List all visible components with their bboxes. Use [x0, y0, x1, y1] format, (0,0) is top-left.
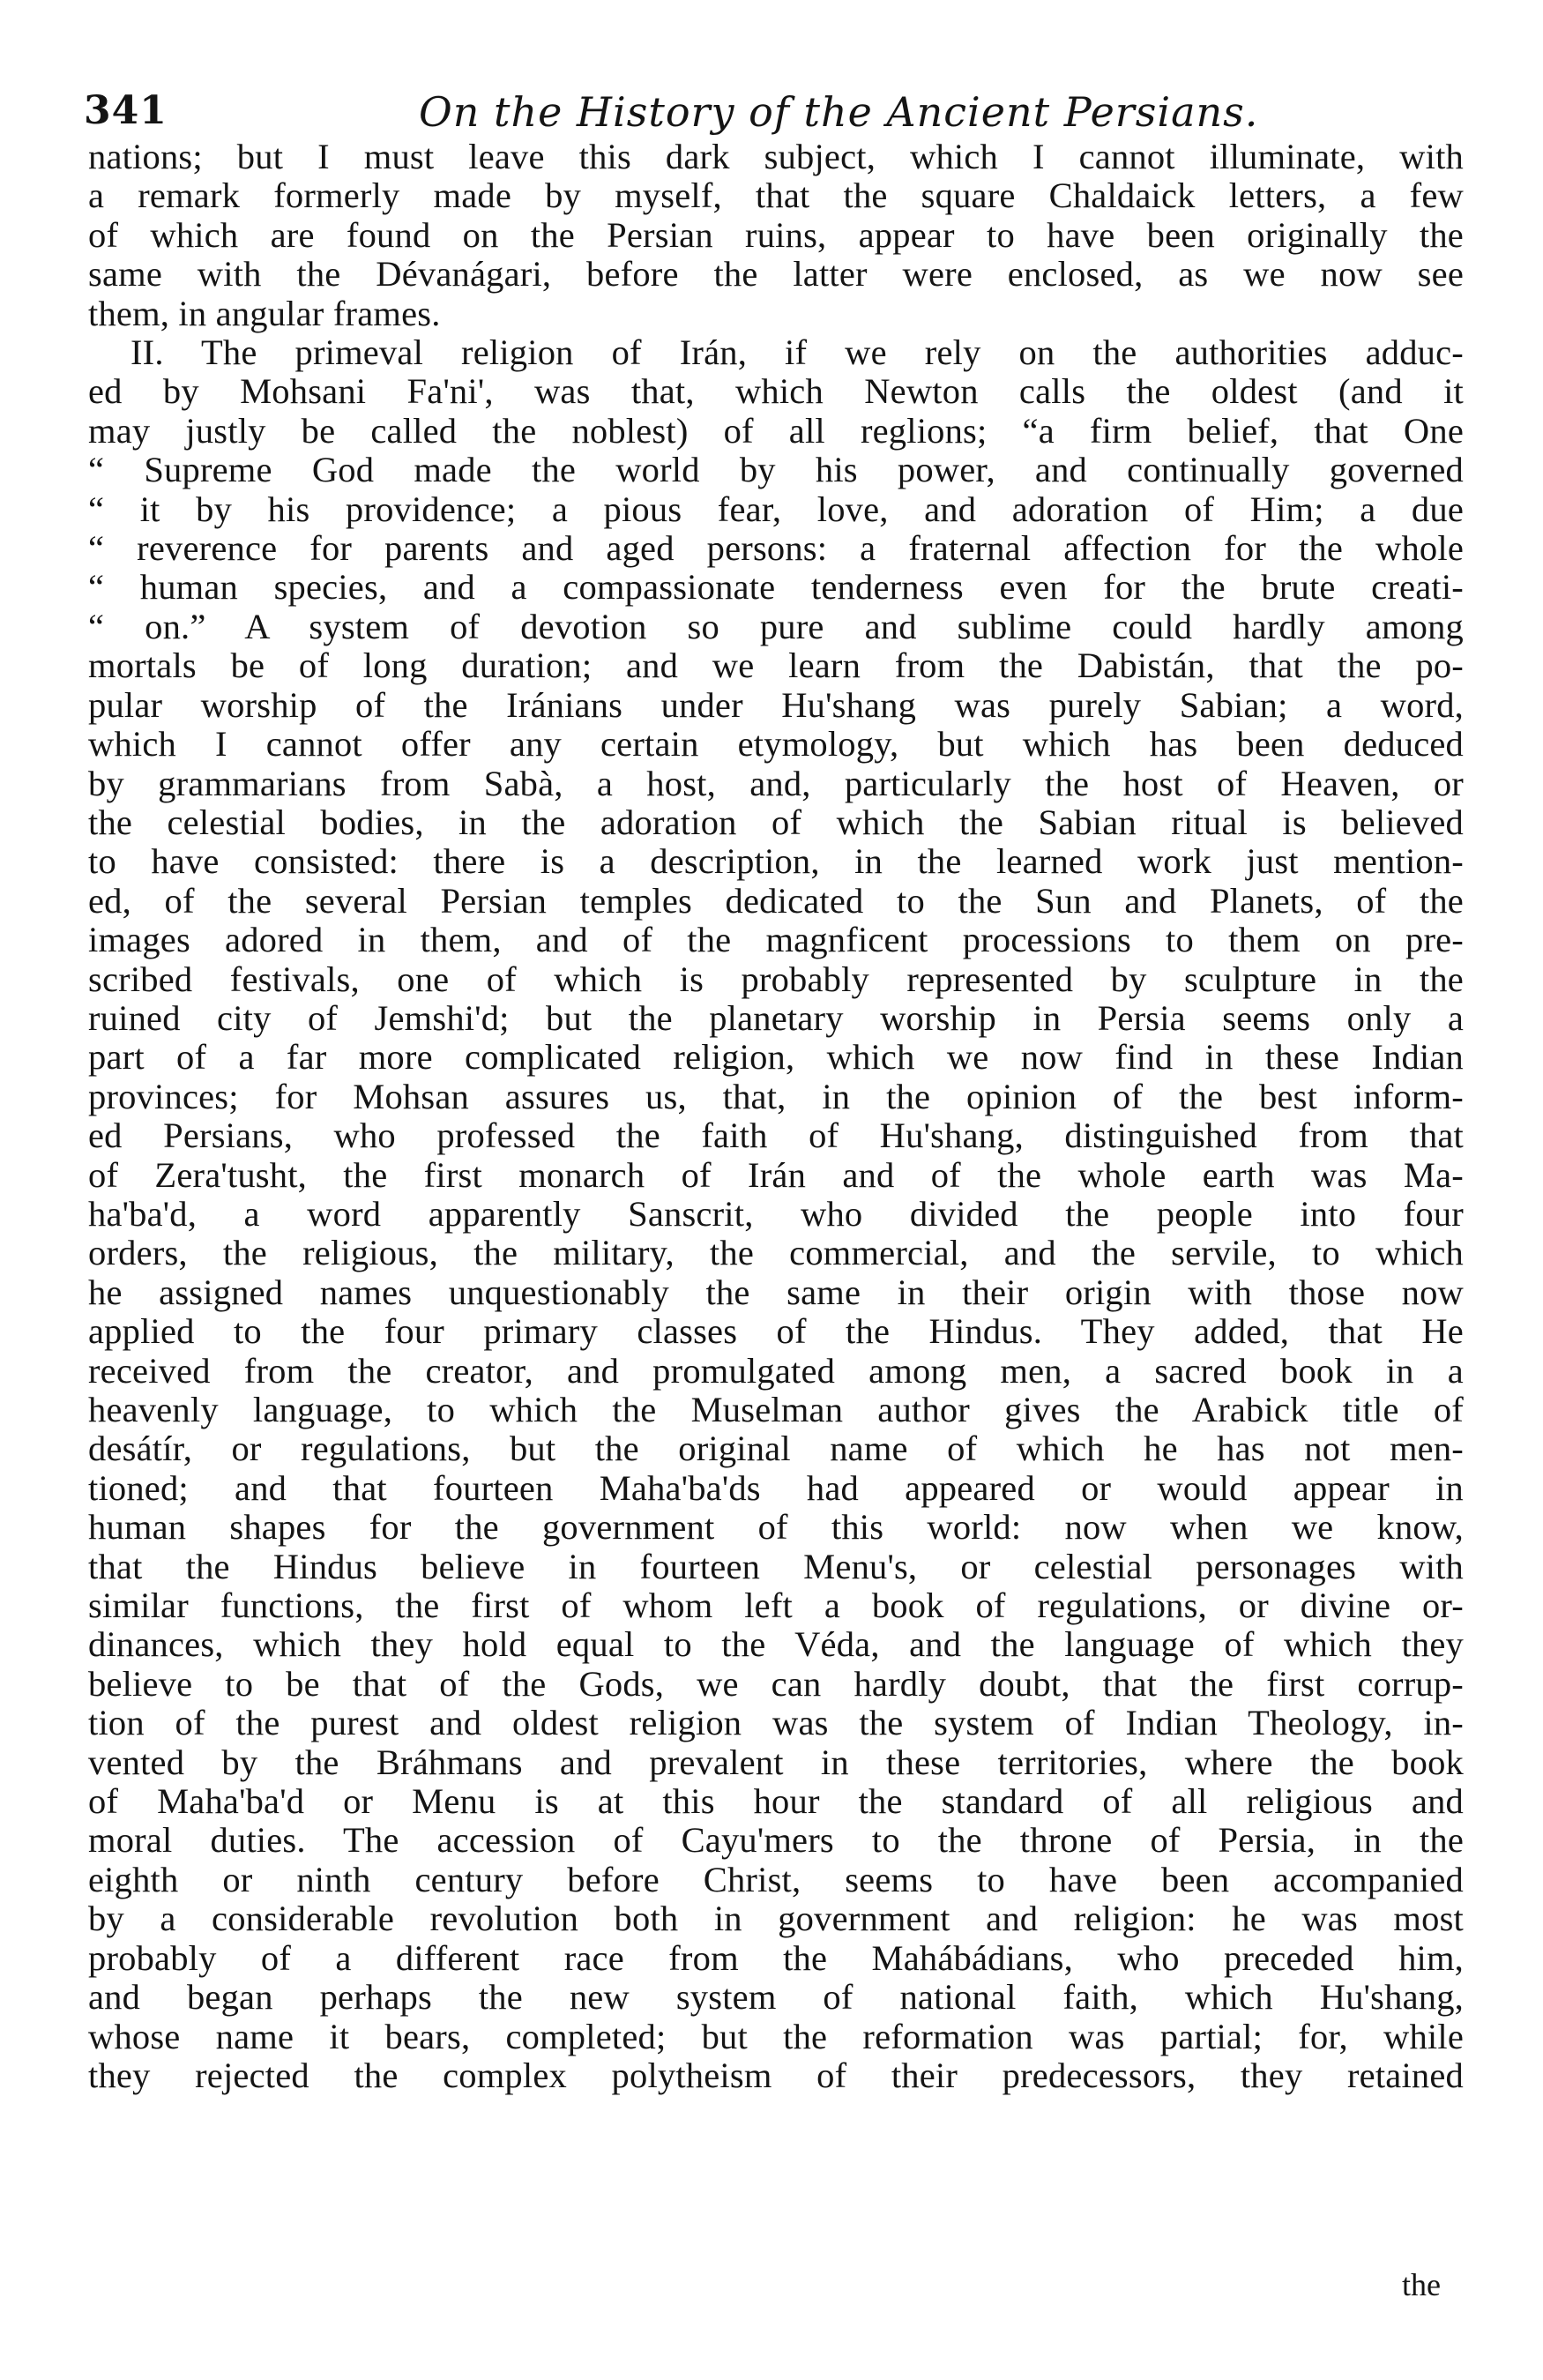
text-line: by a considerable revolution both in government and religion: he was most — [88, 1899, 1464, 1939]
text-line: dinances, which they hold equal to the Véda, and the language of which they — [88, 1625, 1464, 1665]
text-line: he assigned names unquestionably the same in their origin with those now — [88, 1272, 1464, 1312]
text-line: probably of a different race from the Mahábádians, who preceded him, — [88, 1938, 1464, 1978]
text-line: tioned; and that fourteen Maha'ba'ds had appeared or would appear in — [88, 1468, 1464, 1508]
text-line: “ on.” A system of devotion so pure and sublime could hardly among — [88, 607, 1464, 646]
text-line: images adored in them, and of the magnficent processions to them on pre- — [88, 921, 1464, 960]
text-line: ruined city of Jemshi'd; but the planetary worship in Persia seems only a — [88, 998, 1464, 1038]
text-line: the celestial bodies, in the adoration of which the Sabian ritual is believed — [88, 802, 1464, 842]
text-line: them, in angular frames. — [88, 294, 441, 333]
text-line: II. The primeval religion of Irán, if we rely on the authorities adduc- — [130, 333, 1464, 373]
text-line: heavenly language, to which the Muselman author gives the Arabick title of — [88, 1391, 1464, 1429]
text-line: ed, of the several Persian temples dedicated to the Sun and Planets, of the — [88, 881, 1464, 921]
text-line: whose name it bears, completed; but the reformation was partial; for, while — [88, 2017, 1464, 2056]
text-line: a remark formerly made by myself, that the square Chaldaick letters, a few — [88, 176, 1464, 216]
text-line: scribed festivals, one of which is probably represented by sculpture in the — [88, 959, 1464, 999]
text-line: to have consisted: there is a description, in the learned work just mention- — [88, 842, 1464, 882]
text-line: ed Persians, who professed the faith of Hu'shang, distinguished from that — [88, 1116, 1464, 1156]
text-line: human shapes for the government of this world: now when we know, — [88, 1508, 1464, 1548]
text-line: eighth or ninth century before Christ, seems to have been accompanied — [88, 1860, 1464, 1899]
text-line: same with the Dévanágari, before the latter were enclosed, as we now see — [88, 255, 1464, 295]
body-text — [88, 138, 1464, 2095]
text-line: “ human species, and a compassionate tenderness even for the brute creati- — [88, 568, 1464, 608]
text-line: desátír, or regulations, but the original name of which he has not men- — [88, 1429, 1464, 1469]
text-line: pular worship of the Iránians under Hu'shang was purely Sabian; a word, — [88, 685, 1464, 725]
text-line: of Maha'ba'd or Menu is at this hour the standard of all religious and — [88, 1782, 1464, 1822]
text-line: which I cannot offer any certain etymology, but which has been deduced — [88, 725, 1464, 765]
text-line: may justly be called the noblest) of all reglions; “a firm belief, that One — [88, 411, 1464, 451]
text-line: that the Hindus believe in fourteen Menu's, or celestial personages with — [88, 1547, 1464, 1586]
text-line: of Zera'tusht, the first monarch of Irán and of the whole earth was Ma- — [88, 1155, 1464, 1195]
text-line: tion of the purest and oldest religion was the system of Indian Theology, in- — [88, 1704, 1464, 1743]
text-line: orders, the religious, the military, the commercial, and the servile, to which — [88, 1234, 1464, 1273]
page-number: 341 — [84, 88, 168, 133]
text-line: believe to be that of the Gods, we can hardly doubt, that the first corrup- — [88, 1664, 1464, 1704]
text-line: “ reverence for parents and aged persons: a fraternal affection for the whole — [88, 529, 1464, 569]
text-line: by grammarians from Sabà, a host, and, particularly the host of Heaven, or — [88, 764, 1464, 803]
text-line: vented by the Bráhmans and prevalent in these territories, where the book — [88, 1742, 1464, 1782]
text-line: moral duties. The accession of Cayu'mers to the throne of Persia, in the — [88, 1821, 1464, 1861]
text-line: applied to the four primary classes of the Hindus. They added, that He — [88, 1312, 1464, 1352]
text-line: received from the creator, and promulgated among men, a sacred book in a — [88, 1351, 1464, 1391]
text-line: of which are found on the Persian ruins, appear to have been originally the — [88, 215, 1464, 255]
running-title: On the History of the Ancient Persians. — [419, 88, 1259, 136]
text-line: “ Supreme God made the world by his power, and continually governed — [88, 451, 1464, 490]
text-line: provinces; for Mohsan assures us, that, in the opinion of the best inform- — [88, 1077, 1464, 1116]
text-line: similar functions, the first of whom left a book of regulations, or divine or- — [88, 1586, 1464, 1626]
text-line: part of a far more complicated religion, which we now find in these Indian — [88, 1038, 1464, 1078]
text-line: they rejected the complex polytheism of their predecessors, they retained — [88, 2055, 1464, 2095]
catchword: the — [1402, 2267, 1441, 2302]
text-line: and began perhaps the new system of national faith, which Hu'shang, — [88, 1978, 1464, 2018]
text-line: nations; but I must leave this dark subject, which I cannot illuminate, with — [88, 138, 1464, 176]
text-line: mortals be of long duration; and we learn from the Dabistán, that the po- — [88, 646, 1464, 686]
text-line: ha'ba'd, a word apparently Sanscrit, who divided the people into four — [88, 1194, 1464, 1234]
text-line: “ it by his providence; a pious fear, love, and adoration of Him; a due — [88, 489, 1464, 529]
text-line: ed by Mohsani Fa'ni', was that, which Newton calls the oldest (and it — [88, 372, 1464, 412]
